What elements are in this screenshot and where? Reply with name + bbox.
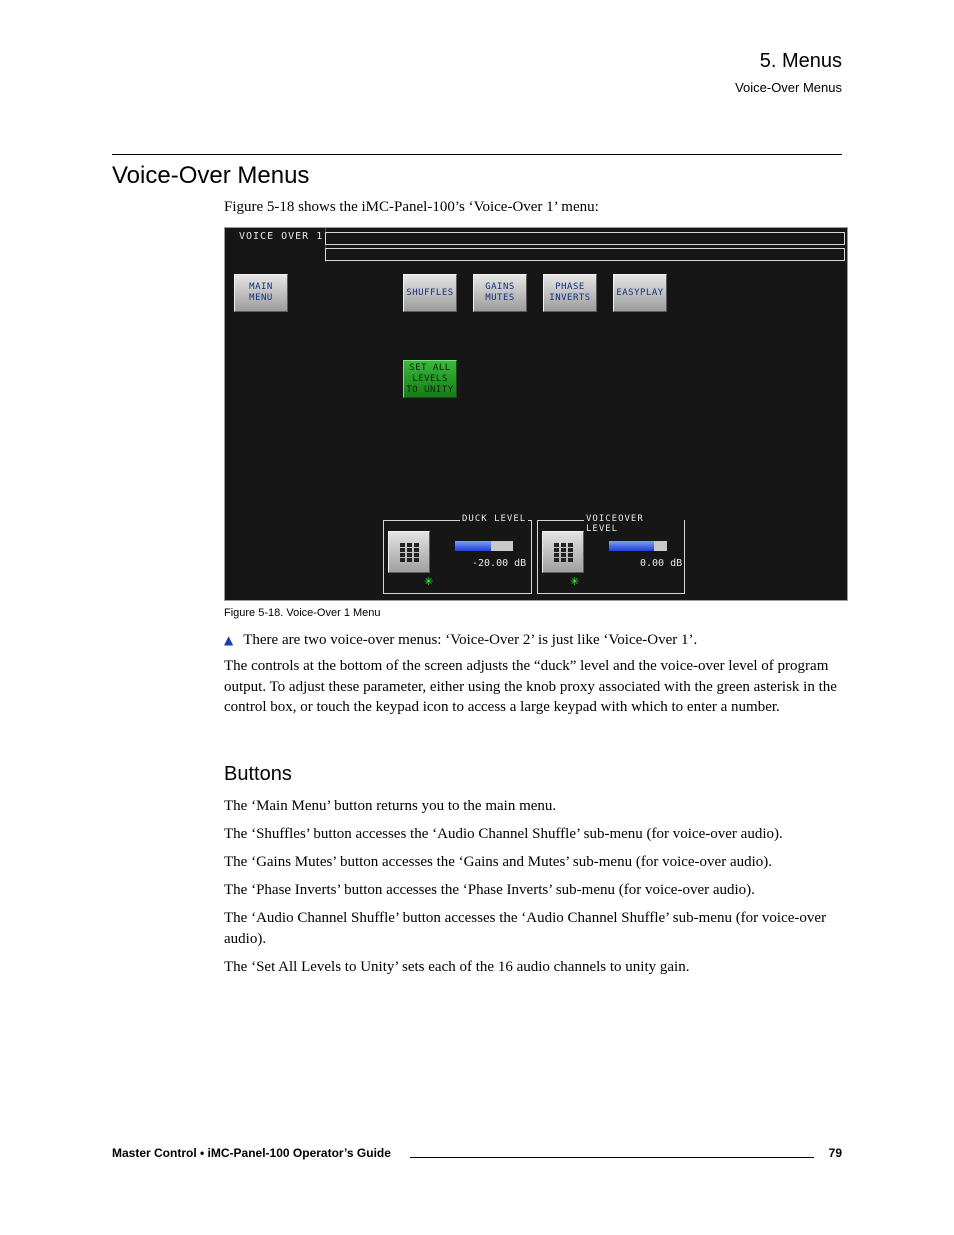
- shuffles-button[interactable]: SHUFFLES: [403, 274, 457, 312]
- section-title: Voice-Over Menus: [112, 162, 310, 189]
- gains-mutes-button[interactable]: GAINS MUTES: [473, 274, 527, 312]
- duck-knob-asterisk-icon: ✳: [424, 576, 434, 588]
- screen-title: VOICE OVER 1: [239, 231, 324, 242]
- intro-text: Figure 5-18 shows the iMC-Panel-100’s ‘Voice-Over 1’ menu:: [224, 199, 599, 215]
- set-all-levels-to-unity-button[interactable]: SET ALL LEVELS TO UNITY: [403, 360, 457, 398]
- voiceover-level-control: [537, 514, 685, 594]
- button-description: The ‘Gains Mutes’ button accesses the ‘Gains and Mutes’ sub-menu (for voice-over audio).: [224, 854, 773, 870]
- voiceover-level-bar[interactable]: [609, 541, 667, 551]
- easyplay-button[interactable]: EASYPLAY: [613, 274, 667, 312]
- header-rule: [112, 154, 842, 155]
- voiceover-level-label: VOICEOVER LEVEL: [584, 514, 684, 534]
- duck-level-bar[interactable]: [455, 541, 513, 551]
- body-paragraph: The controls at the bottom of the screen adjusts the “duck” level and the voice-over level of program output. To adjust these parameter, either using the knob proxy associated with the green asterisk in the control box, or touch the keypad icon to access a large keypad with which to enter a number.: [224, 658, 837, 715]
- note: [224, 632, 697, 649]
- button-description: The ‘Main Menu’ button returns you to the main menu.: [224, 798, 557, 814]
- keypad-icon: [400, 543, 420, 563]
- note-text: There are two voice-over menus: ‘Voice-Over 2’ is just like ‘Voice-Over 1’.: [243, 632, 698, 648]
- subsection-heading: Buttons: [224, 763, 292, 785]
- running-section-heading: Voice-Over Menus: [735, 80, 842, 95]
- phase-inverts-button[interactable]: PHASE INVERTS: [543, 274, 597, 312]
- chapter-heading: 5. Menus: [759, 50, 842, 72]
- voiceover-keypad-button[interactable]: [542, 531, 584, 573]
- duck-level-control: [383, 514, 532, 594]
- status-line-2: [325, 248, 845, 261]
- footer-title: Master Control • iMC-Panel-100 Operator’s Guide: [112, 1146, 391, 1160]
- button-description: The ‘Set All Levels to Unity’ sets each of the 16 audio channels to unity gain.: [224, 959, 690, 975]
- status-line-1: [325, 232, 845, 245]
- duck-keypad-button[interactable]: [388, 531, 430, 573]
- duck-level-fill: [455, 541, 491, 551]
- keypad-icon: [554, 543, 574, 563]
- button-description: The ‘Phase Inverts’ button accesses the ‘Phase Inverts’ sub-menu (for voice-over audio).: [224, 882, 755, 898]
- duck-level-label: DUCK LEVEL: [462, 514, 527, 524]
- footer-rule: [410, 1157, 814, 1158]
- triangle-note-icon: ▲: [224, 633, 234, 647]
- voice-over-screenshot: [224, 227, 848, 601]
- duck-level-value: -20.00 dB: [472, 558, 527, 569]
- voiceover-level-fill: [609, 541, 654, 551]
- main-menu-button[interactable]: MAIN MENU: [234, 274, 288, 312]
- figure-caption: Figure 5-18. Voice-Over 1 Menu: [224, 607, 381, 619]
- button-description: The ‘Audio Channel Shuffle’ button accesses the ‘Audio Channel Shuffle’ sub-menu (for voice-over audio).: [224, 910, 827, 947]
- page-number: 79: [828, 1146, 842, 1160]
- button-description: The ‘Shuffles’ button accesses the ‘Audio Channel Shuffle’ sub-menu (for voice-over audio).: [224, 826, 783, 842]
- voiceover-knob-asterisk-icon: ✳: [570, 576, 580, 588]
- voiceover-level-value: 0.00 dB: [640, 558, 683, 569]
